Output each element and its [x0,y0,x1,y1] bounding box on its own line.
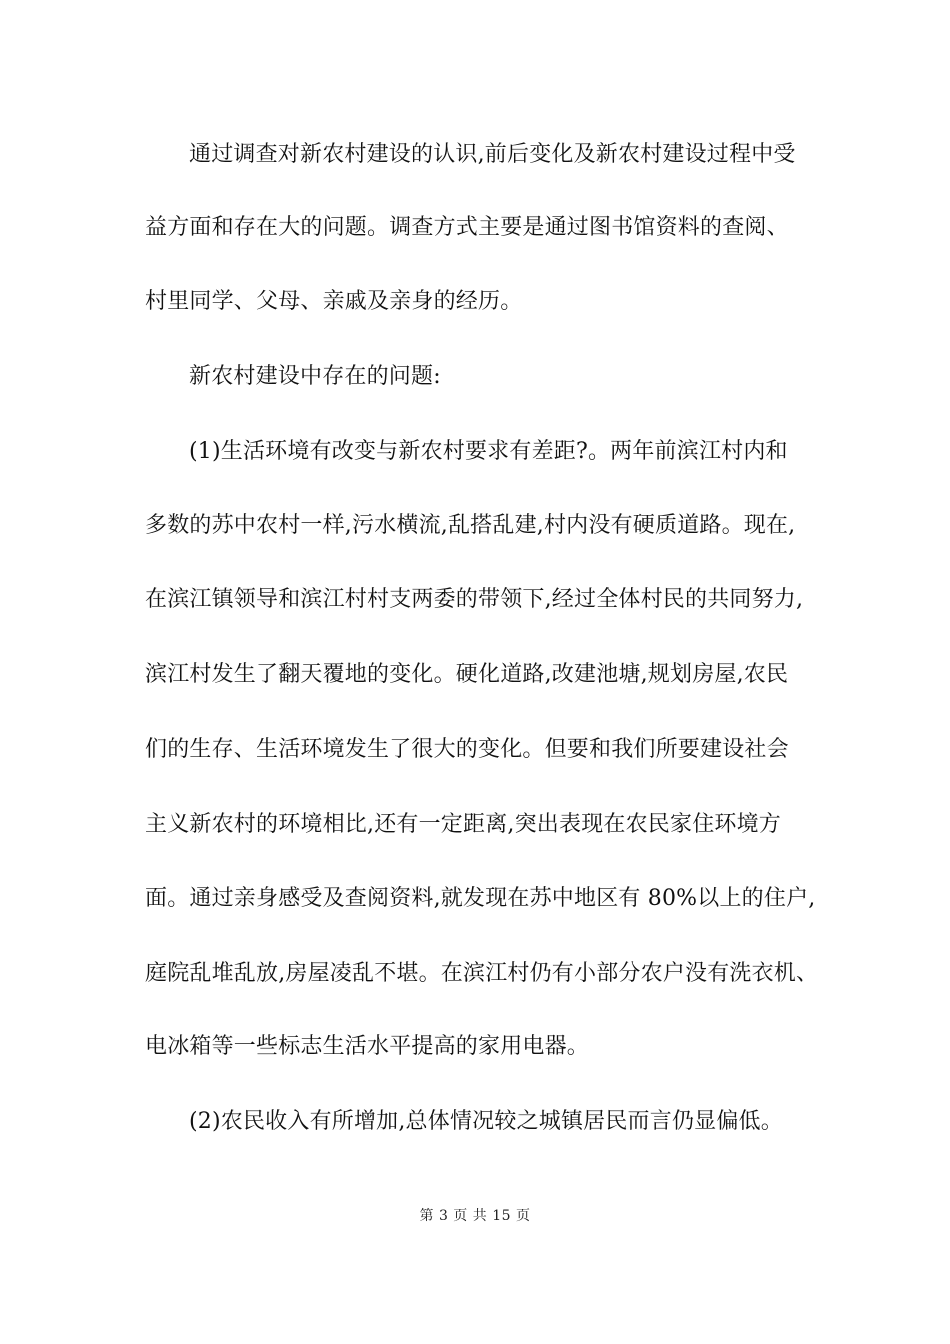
paragraph-line: 滨江村发生了翻天覆地的变化。硬化道路,改建池塘,规划房屋,农民 [145,662,789,687]
paragraph-line: 通过调查对新农村建设的认识,前后变化及新农村建设过程中受 [189,142,796,167]
paragraph-line: 们的生存、生活环境发生了很大的变化。但要和我们所要建设社会 [145,737,789,762]
paragraph-line: 主义新农村的环境相比,还有一定距离,突出表现在农民家住环境方 [145,812,781,837]
paragraph-line: 益方面和存在大的问题。调查方式主要是通过图书馆资料的查阅、 [145,215,789,240]
paragraph-line: (2)农民收入有所增加,总体情况较之城镇居民而言仍显偏低。 [189,1109,783,1134]
paragraph-line: 电冰箱等一些标志生活水平提高的家用电器。 [145,1034,590,1059]
paragraph-heading: 新农村建设中存在的问题: [189,364,441,389]
paragraph-line: 庭院乱堆乱放,房屋凌乱不堪。在滨江村仍有小部分农户没有洗衣机、 [145,961,819,986]
paragraph-line: 村里同学、父母、亲戚及亲身的经历。 [145,289,523,314]
paragraph-line: 面。通过亲身感受及查阅资料,就发现在苏中地区有 80%以上的住户, [145,886,816,911]
page-number-footer: 第 3 页 共 15 页 [419,1208,531,1224]
paragraph-line: 多数的苏中农村一样,污水横流,乱搭乱建,村内没有硬质道路。现在, [145,513,796,538]
paragraph-line: 在滨江镇领导和滨江村村支两委的带领下,经过全体村民的共同努力, [145,587,804,612]
paragraph-line: (1)生活环境有改变与新农村要求有差距?。两年前滨江村内和 [189,439,788,464]
